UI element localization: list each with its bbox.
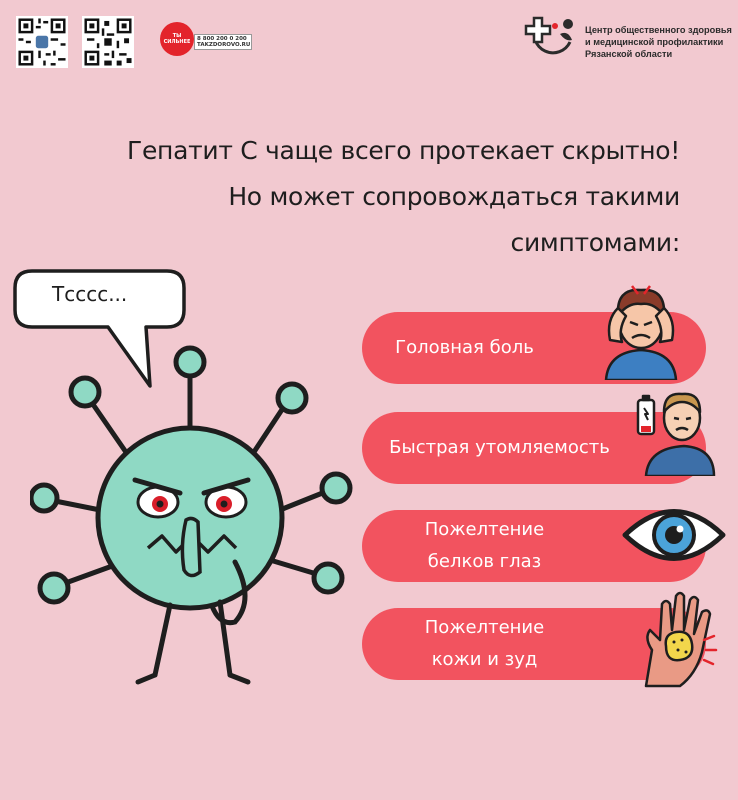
hotline-site: TAKZDOROVO.RU: [197, 42, 251, 48]
qr-pattern-icon: [16, 16, 68, 68]
speech-text: Тсссс...: [52, 282, 128, 306]
symptom-text: [362, 514, 607, 578]
symptom-label-2: белков глаз: [427, 551, 542, 572]
symptom-label: Пожелтение: [424, 519, 545, 540]
headline-line-1: Гепатит С чаще всего протекает скрытно!: [127, 136, 680, 165]
symptom-text: [362, 612, 607, 676]
org-name-line-3: Рязанской области: [585, 49, 673, 59]
hotline-badge[interactable]: [160, 20, 252, 56]
itchy-hand-icon: [638, 590, 720, 690]
headline-line-3: симптомами:: [510, 228, 680, 257]
headline-line-2: Но может сопровождаться такими: [228, 182, 680, 211]
vk-qr-code[interactable]: [16, 16, 68, 68]
hotline-phone: 8 800 200 0 200: [197, 36, 247, 42]
hotline-box: [194, 34, 252, 50]
symptom-text: [362, 432, 637, 464]
symptom-label: Пожелтение: [424, 617, 545, 638]
symptom-text: [362, 332, 567, 364]
qr-pattern-icon: [82, 16, 134, 68]
qr-code[interactable]: [82, 16, 134, 68]
tired-person-icon: [636, 386, 716, 476]
eye-icon: [622, 502, 726, 568]
symptom-label: Быстрая утомляемость: [389, 437, 610, 458]
virus-character: [30, 330, 370, 700]
org-name-line-2: и медицинской профилактики: [585, 37, 724, 47]
hotline-logo: ТЫ СИЛЬНЕЕ: [160, 22, 194, 56]
symptom-label: Головная боль: [395, 337, 534, 358]
org-name: [585, 24, 735, 60]
headache-person-icon: [596, 280, 686, 380]
org-name-line-1: Центр общественного здоровья: [585, 25, 732, 35]
org-logo-icon: [520, 12, 582, 62]
symptom-label-2: кожи и зуд: [431, 649, 538, 670]
headline: [40, 128, 680, 266]
